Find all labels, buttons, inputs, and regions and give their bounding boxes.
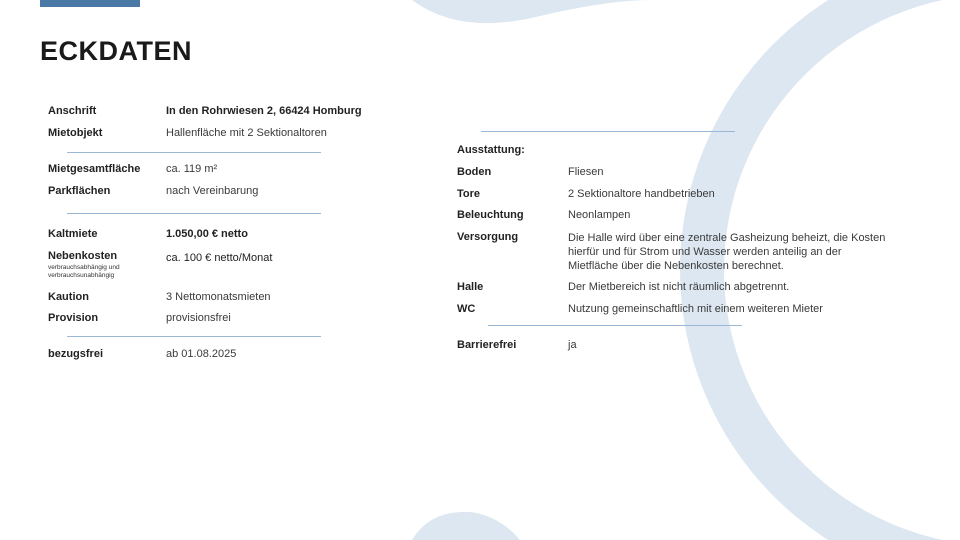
divider	[67, 213, 321, 214]
equipment-label: Boden	[457, 166, 492, 178]
fact-value: ca. 100 € netto/Monat	[166, 252, 273, 264]
divider	[67, 336, 321, 337]
fact-value: 1.050,00 € netto	[166, 228, 248, 240]
equipment-value: Neonlampen	[568, 209, 631, 221]
equipment-value: Nutzung gemeinschaftlich mit einem weiteren Mieter	[568, 303, 823, 315]
fact-sublabel: verbrauchsabhängig und	[48, 264, 120, 271]
fact-value: ca. 119 m²	[166, 163, 218, 175]
fact-label: Kaution	[48, 291, 89, 303]
fact-label: Nebenkosten	[48, 250, 118, 262]
equipment-value: Fliesen	[568, 166, 604, 178]
fact-value: 3 Nettomonatsmieten	[166, 291, 271, 303]
fact-label: Anschrift	[48, 105, 97, 117]
fact-value: In den Rohrwiesen 2, 66424 Homburg	[166, 105, 362, 117]
fact-label: Provision	[48, 312, 99, 324]
equipment-value: ja	[568, 339, 577, 351]
divider	[481, 131, 735, 132]
equipment-label: Beleuchtung	[457, 209, 524, 221]
divider	[488, 325, 742, 326]
fact-label: Mietgesamtfläche	[48, 163, 141, 175]
equipment-value: 2 Sektionaltore handbetrieben	[568, 188, 715, 200]
fact-label: bezugsfrei	[48, 348, 104, 360]
equipment-label: Barrierefrei	[457, 339, 517, 351]
equipment-value: Der Mietbereich ist nicht räumlich abgetrennt.	[568, 281, 790, 293]
fact-label: Kaltmiete	[48, 228, 98, 240]
fact-value: ab 01.08.2025	[166, 348, 237, 360]
fact-label: Mietobjekt	[48, 127, 103, 139]
equipment-value: Die Halle wird über eine zentrale Gasheizung beheizt, die Kosten hierfür und für Strom und Wasser werden anteilig an der Mietfläche über die Nebenkosten berechnet.	[568, 232, 886, 272]
equipment-table	[457, 0, 897, 540]
equipment-label: Versorgung	[457, 231, 519, 243]
divider	[67, 152, 321, 153]
equipment-label: Halle	[457, 281, 484, 293]
fact-value: Hallenfläche mit 2 Sektionaltoren	[166, 127, 327, 139]
fact-value: provisionsfrei	[166, 312, 231, 324]
fact-value: nach Vereinbarung	[166, 185, 259, 197]
fact-sublabel: verbrauchsunabhängig	[48, 272, 115, 279]
equipment-label: WC	[457, 303, 476, 315]
page-title: ECKDATEN	[40, 36, 192, 66]
left-facts-table	[48, 0, 378, 540]
section-heading: Ausstattung:	[457, 144, 525, 156]
equipment-label: Tore	[457, 188, 481, 200]
fact-label: Parkflächen	[48, 185, 111, 197]
